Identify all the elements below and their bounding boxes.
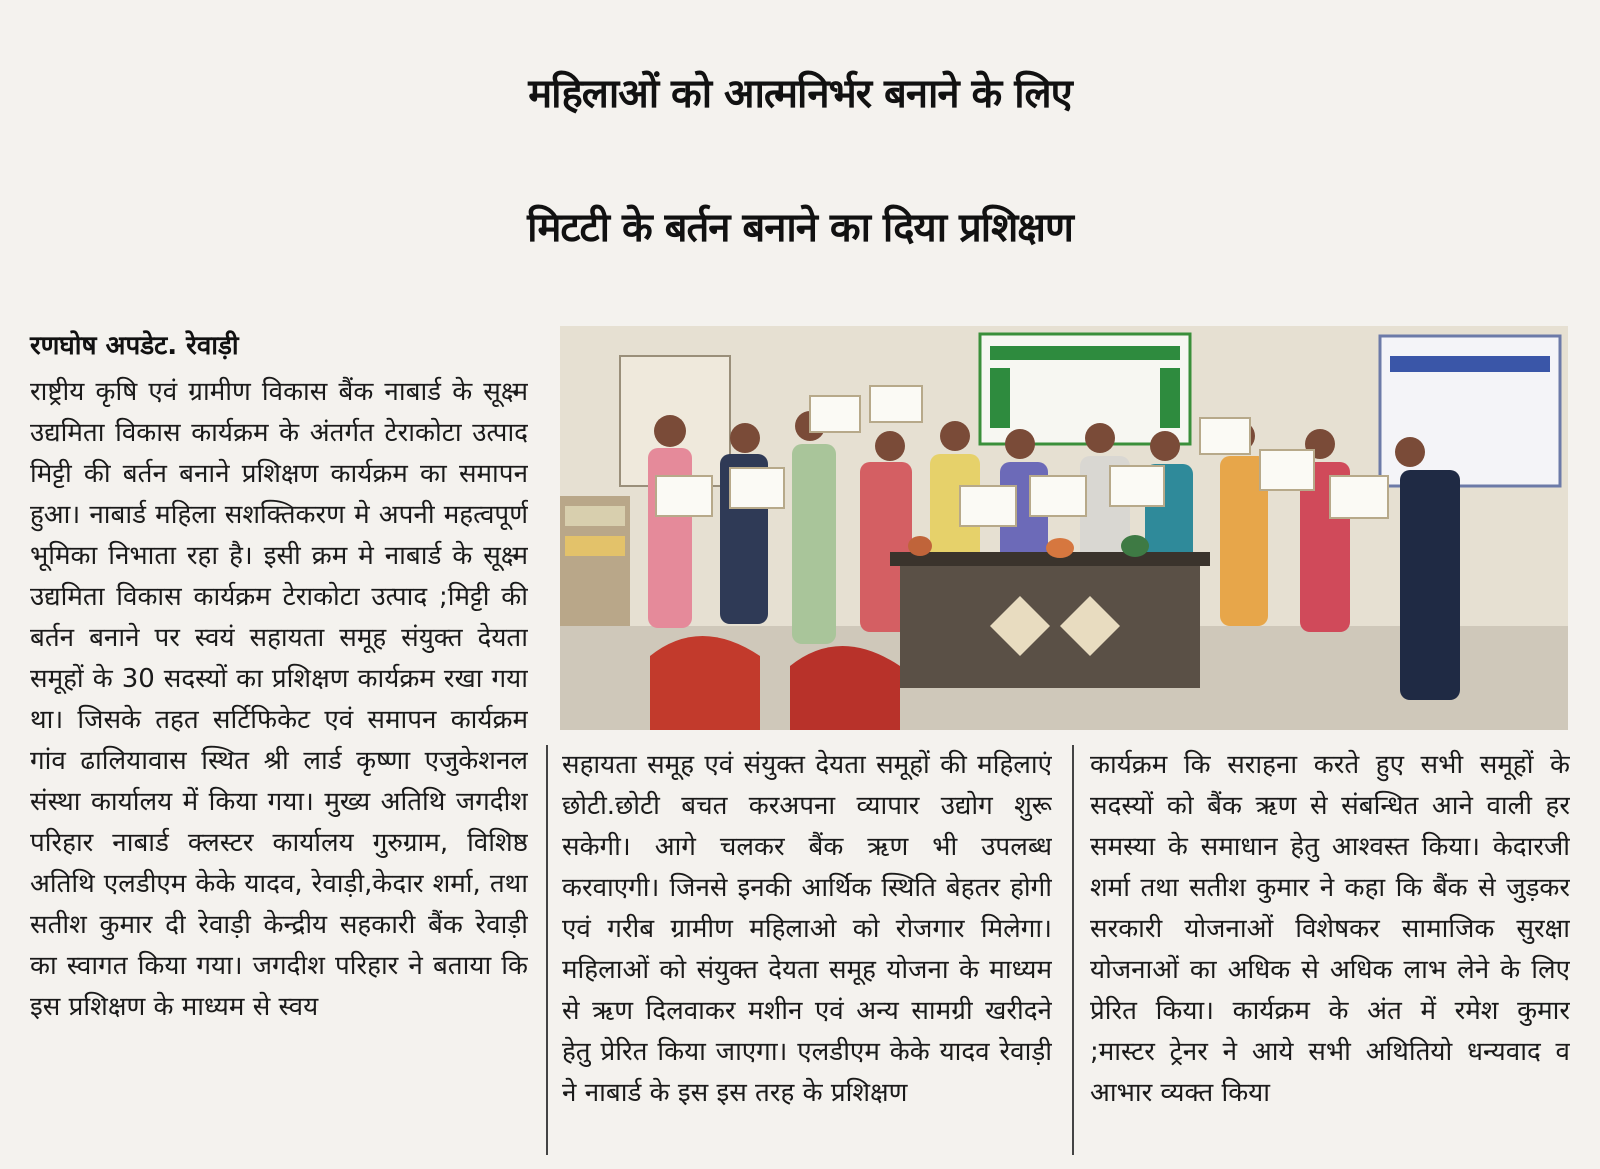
column-rule-1 <box>546 745 548 1155</box>
article-column-3 <box>1090 745 1570 1159</box>
news-photo <box>560 326 1568 730</box>
article-text-3: कार्यक्रम कि सराहना करते हुए सभी समूहों के सदस्यों को बैंक ऋण से संबन्धित आने वाली हर समस्या के समाधान हेतु आश्वस्त किया। केदारजी शर्मा तथा सतीश कुमार ने कहा कि बैंक से जुड़कर सरकारी योजनाओं विशेषकर सामाजिक सुरक्षा योजनाओं का अधिक से अधिक लाभ लेने के लिए प्रेरित किया। कार्यक्रम के अंत में रमेश कुमार ;मास्टर ट्रेनर ने आये सभी अथितियो धन्यवाद व आभार व्यक्त किया <box>1090 750 1570 1108</box>
article-text-2: सहायता समूह एवं संयुक्त देयता समूहों की महिलाएं छोटी.छोटी बचत करअपना व्यापार उद्योग शुरू सकेगी। आगे चलकर बैंक ऋण भी उपलब्ध करवाएगी। जिनसे इनकी आर्थिक स्थिति बेहतर होगी एवं गरीब ग्रामीण महिलाओ को रोजगार मिलेगा। महिलाओं को संयुक्त देयता समूह योजना के माध्यम से ऋण दिलवाकर मशीन एवं अन्य सामग्री खरीदने हेतु प्रेरित किया जाएगा। एलडीएम केके यादव रेवाड़ी ने नाबार्ड के इस इस तरह के प्रशिक्षण <box>562 750 1052 1108</box>
group-photo-illustration <box>560 326 1568 730</box>
article-text-1: राष्ट्रीय कृषि एवं ग्रामीण विकास बैंक नाबार्ड के सूक्ष्म उद्यमिता विकास कार्यक्रम के अंतर्गत टेराकोटा उत्पाद मिट्टी की बर्तन बनाने प्रशिक्षण कार्यक्रम का समापन हुआ। नाबार्ड महिला सशक्तिकरण मे अपनी महत्वपूर्ण भूमिका निभाता रहा है। इसी क्रम मे नाबार्ड के सूक्ष्म उद्यमिता विकास कार्यक्रम टेराकोटा उत्पाद ;मिट्टी की बर्तन बनाने पर स्वयं सहायता समूह संयुक्त देयता समूहों के 30 सदस्यों का प्रशिक्षण कार्यक्रम रखा गया था। जिसके तहत सर्टिफिकेट एवं समापन कार्यक्रम गांव ढालियावास स्थित श्री लार्ड कृष्णा एजुकेशनल संस्था कार्यालय में किया गया। मुख्य अतिथि जगदीश परिहार नाबार्ड क्लस्टर कार्यालय गुरुग्राम, विशिष्ठ अतिथि एलडीएम केके यादव, रेवाड़ी,केदार शर्मा, तथा सतीश कुमार दी रेवाड़ी केन्द्रीय सहकारी बैंक रेवाड़ी का स्वागत किया गया। जगदीश परिहार ने बताया कि इस प्रशिक्षण के माध्यम से स्वय <box>30 377 528 1022</box>
article-column-1 <box>30 372 528 1158</box>
article-column-2 <box>562 745 1052 1159</box>
column-rule-2 <box>1072 745 1074 1155</box>
headline-line-1: महिलाओं को आत्मनिर्भर बनाने के लिए <box>528 71 1072 117</box>
headline-line-2: मिटटी के बर्तन बनाने का दिया प्रशिक्षण <box>527 205 1073 251</box>
dateline: रणघोष अपडेट. रेवाड़ी <box>30 331 239 361</box>
